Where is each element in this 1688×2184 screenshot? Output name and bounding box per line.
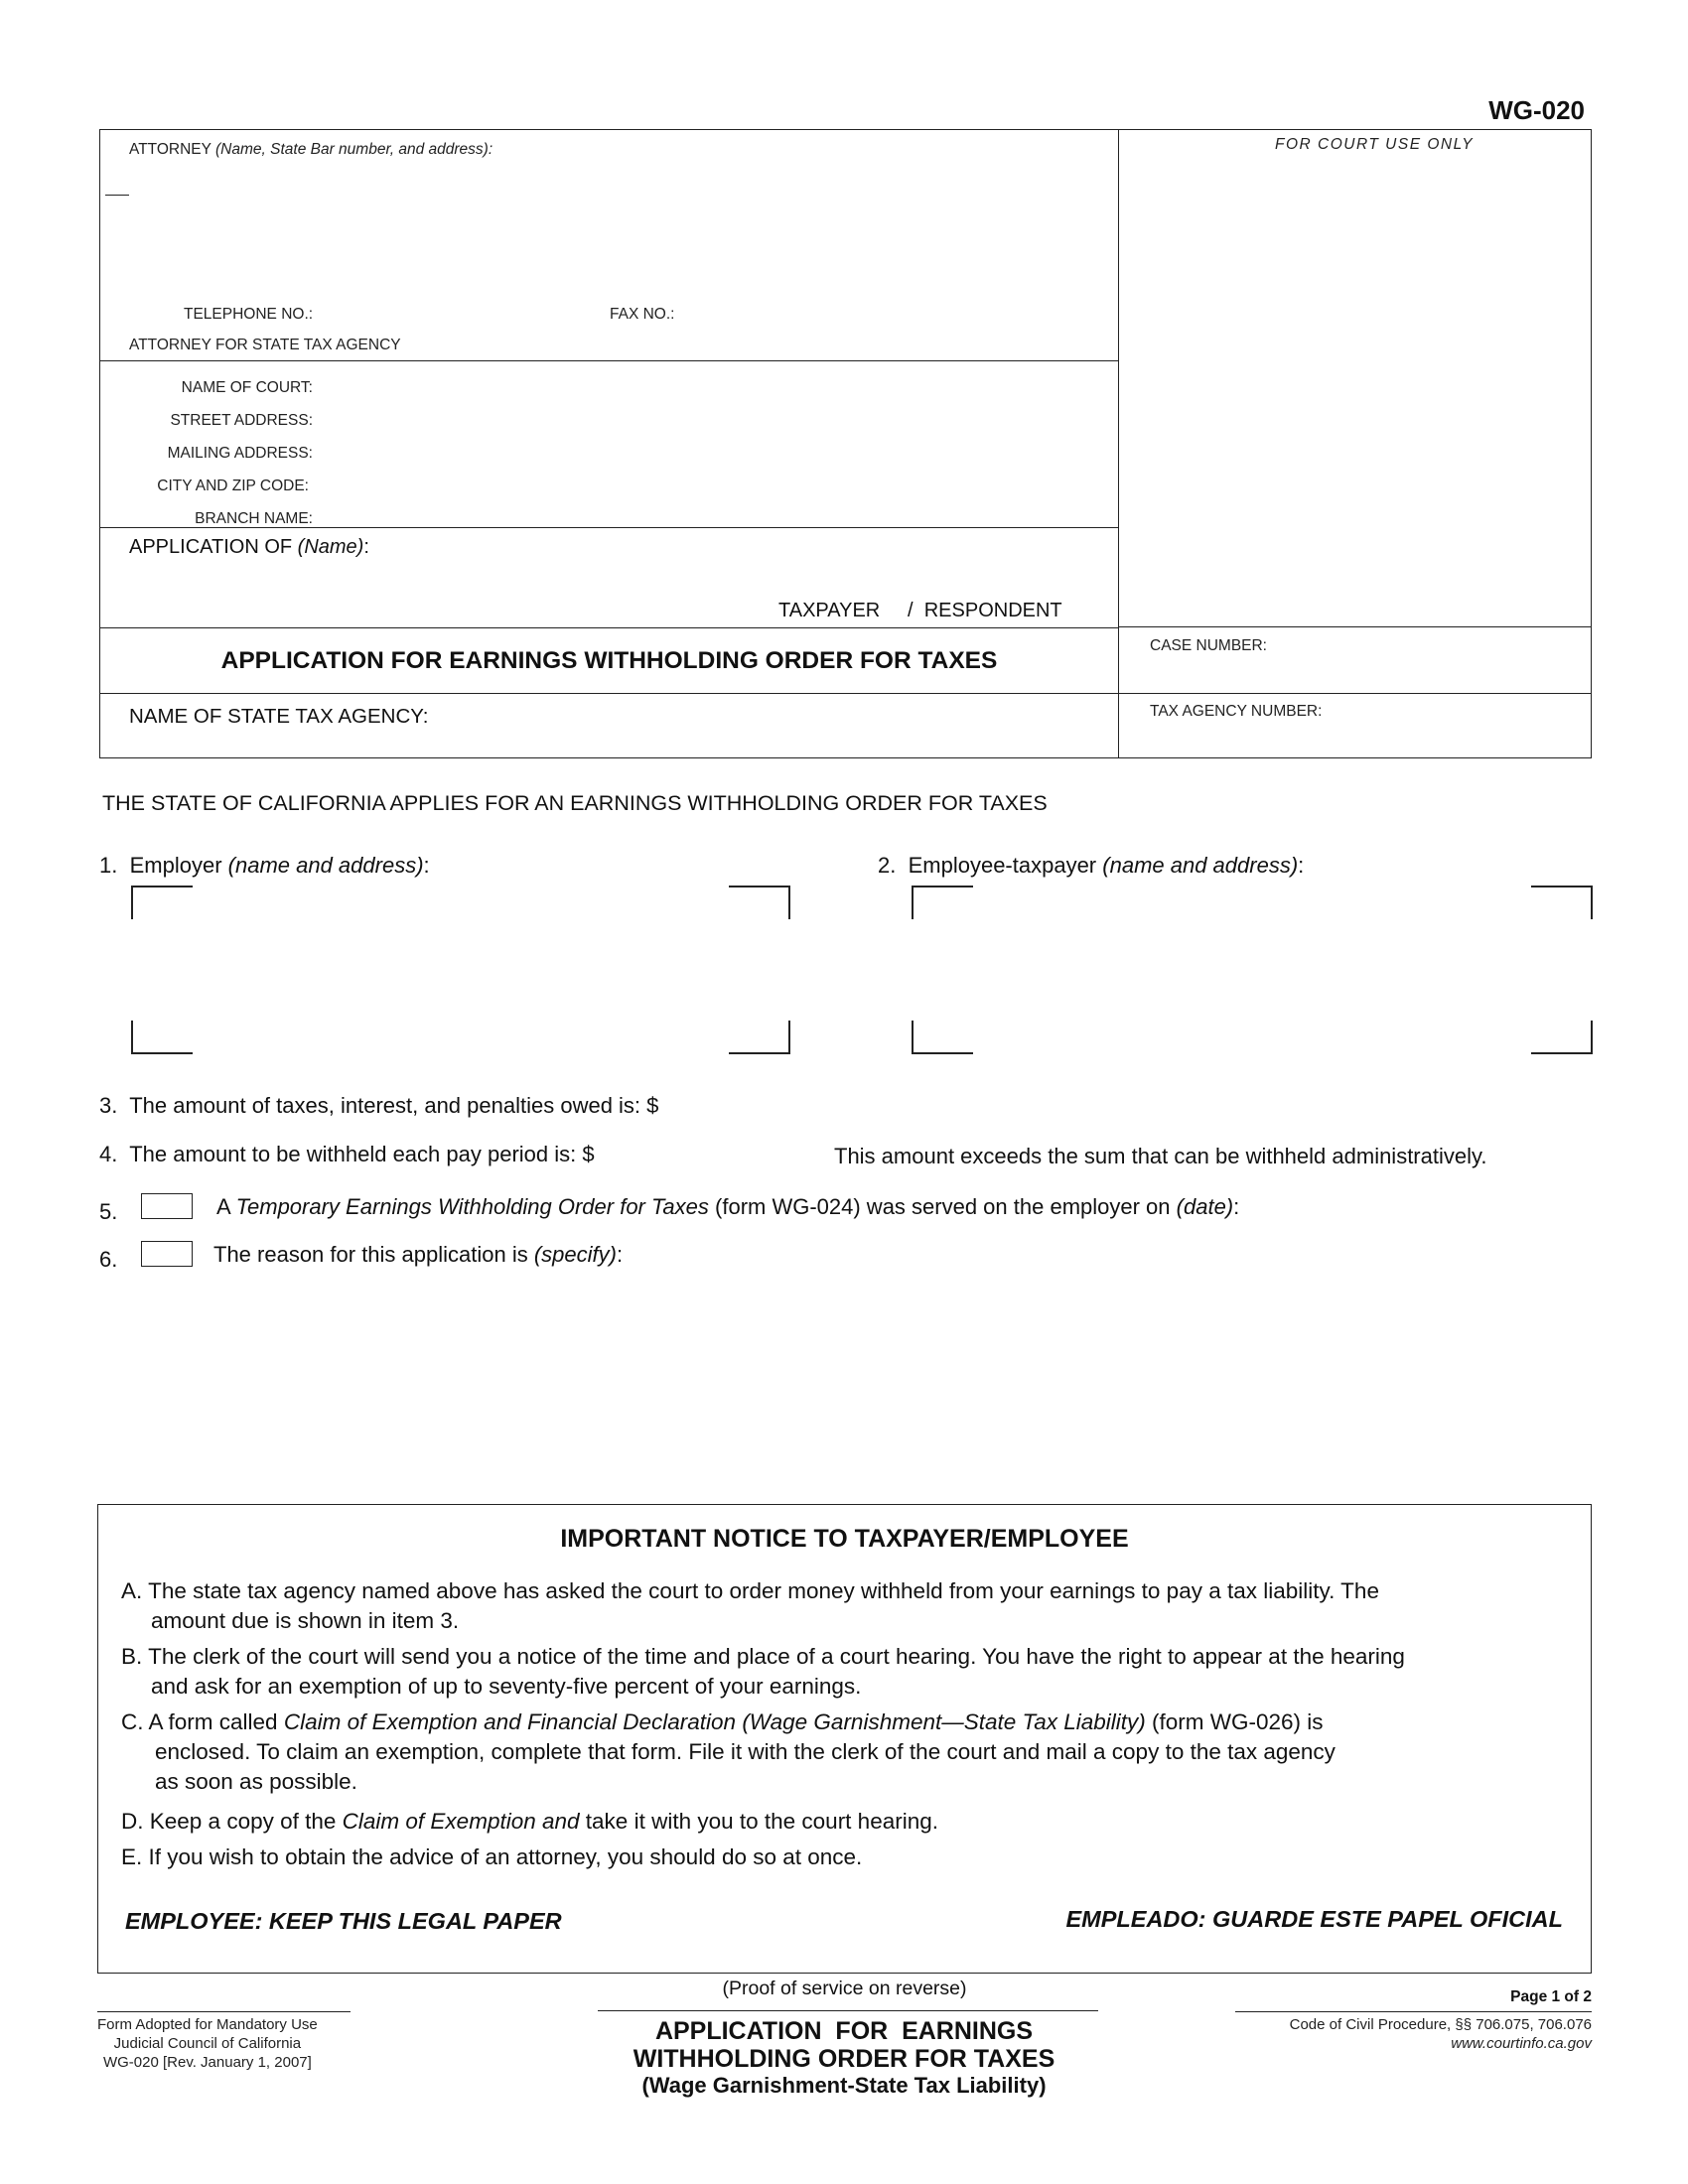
item-6-text: The reason for this application is (specify): xyxy=(213,1242,624,1267)
footer-right: Code of Civil Procedure, §§ 706.075, 706.076 www.courtinfo.ca.gov xyxy=(1289,2016,1592,2052)
item-1-label: 1. Employer (name and address): xyxy=(99,853,430,878)
form-number: WG-020 xyxy=(1488,95,1585,125)
intro-text: THE STATE OF CALIFORNIA APPLIES FOR AN EARNINGS WITHHOLDING ORDER FOR TAXES xyxy=(102,791,1048,815)
item-3: 3. The amount of taxes, interest, and penalties owed is: $ xyxy=(99,1093,659,1118)
item-2-label: 2. Employee-taxpayer (name and address): xyxy=(878,853,1305,878)
application-of-label: APPLICATION OF (Name): xyxy=(129,536,369,558)
notice-title: IMPORTANT NOTICE TO TAXPAYER/EMPLOYEE xyxy=(560,1525,1129,1553)
footer-left: Form Adopted for Mandatory Use Judicial Council of California WG-020 [Rev. January 1, 2007] xyxy=(97,2016,318,2071)
case-number-label: CASE NUMBER: xyxy=(1150,637,1267,654)
court-branch-label: BRANCH NAME: xyxy=(195,510,313,527)
court-city-label: CITY AND ZIP CODE: xyxy=(157,478,309,494)
item-5-number: 5. xyxy=(99,1199,118,1224)
footer-title: APPLICATION FOR EARNINGS WITHHOLDING ORDER FOR TAXES (Wage Garnishment-State Tax Liability) xyxy=(633,2017,1055,2098)
notice-item-e: E. If you wish to obtain the advice of an attorney, you should do so at once. xyxy=(121,1844,863,1869)
attorney-for-label: ATTORNEY FOR STATE TAX AGENCY xyxy=(129,337,401,353)
fax-label: FAX NO.: xyxy=(610,306,675,323)
agency-number-label: TAX AGENCY NUMBER: xyxy=(1150,703,1323,720)
keep-paper-english: EMPLOYEE: KEEP THIS LEGAL PAPER xyxy=(125,1908,562,1934)
item-6-number: 6. xyxy=(99,1247,118,1272)
court-name-label: NAME OF COURT: xyxy=(181,379,313,396)
notice-item-d: D. Keep a copy of the Claim of Exemption and take it with you to the court hearing. xyxy=(121,1809,938,1834)
courtinfo-link[interactable]: www.courtinfo.ca.gov xyxy=(1451,2035,1592,2052)
page-number: Page 1 of 2 xyxy=(1510,1988,1592,2005)
item-5-checkbox[interactable] xyxy=(141,1193,193,1219)
item-5-text: A Temporary Earnings Withholding Order for Taxes (form WG-024) was served on the employer on (date): xyxy=(216,1194,1240,1219)
court-street-label: STREET ADDRESS: xyxy=(170,412,313,429)
form-title: APPLICATION FOR EARNINGS WITHHOLDING ORDER FOR TAXES xyxy=(220,647,998,674)
agency-name-label: NAME OF STATE TAX AGENCY: xyxy=(129,705,429,728)
keep-paper-spanish: EMPLEADO: GUARDE ESTE PAPEL OFICIAL xyxy=(1065,1906,1563,1932)
telephone-label: TELEPHONE NO.: xyxy=(184,306,314,323)
taxpayer-respondent: TAXPAYER / RESPONDENT xyxy=(778,600,1062,621)
notice-item-b: B. The clerk of the court will send you a notice of the time and place of a court hearing. You have the right to appear at the hearing and ask for an exemption of up to seventy-five percent of your earnings. xyxy=(121,1644,1405,1699)
item-6-checkbox[interactable] xyxy=(141,1241,193,1267)
notice-item-a: A. The state tax agency named above has asked the court to order money withheld from your earnings to pay a tax liability. The amount due is shown in item 3. xyxy=(121,1578,1379,1633)
court-use-label: FOR COURT USE ONLY xyxy=(1275,136,1475,153)
proof-of-service-note: (Proof of service on reverse) xyxy=(722,1978,967,1999)
item-4-note: This amount exceeds the sum that can be withheld administratively. xyxy=(834,1144,1487,1168)
court-fields xyxy=(99,371,313,535)
item-4: 4. The amount to be withheld each pay period is: $ xyxy=(99,1142,595,1166)
court-mailing-label: MAILING ADDRESS: xyxy=(167,445,313,462)
court-use-box xyxy=(1118,129,1592,627)
attorney-label: ATTORNEY (Name, State Bar number, and address): xyxy=(129,141,493,158)
notice-item-c: C. A form called Claim of Exemption and Financial Declaration (Wage Garnishment—State Tax Liability) (form WG-026) is enclosed. To claim an exemption, complete that form. File it with the clerk of the court and mail a copy to the tax agency as soon as possible. xyxy=(121,1709,1336,1794)
